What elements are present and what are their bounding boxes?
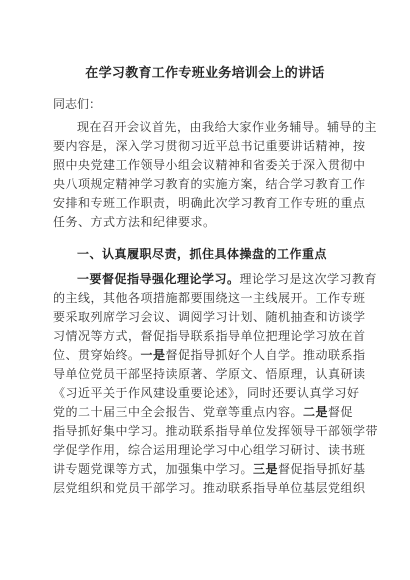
body-line <box>53 422 379 441</box>
intro-line: 要内容是，深入学习贯彻习近平总书记重要讲话精神，按 <box>53 139 366 153</box>
body-line <box>53 289 366 308</box>
intro-line: 央八项规定精神学习教育的实施方案，结合学习教育工作 <box>53 177 366 191</box>
section-heading: 一、认真履职尽责，抓住具体操盘的工作重点 <box>77 247 328 261</box>
body-text: 导单位党员干部坚持读原著、学原文、悟原理，认真研读 <box>53 367 366 381</box>
body-text: 党的二十届三中全会报告、党章等重点内容。 <box>53 405 304 419</box>
body-text: 督促 <box>328 405 354 419</box>
body-line <box>53 460 366 479</box>
body-text: 位、贯穿始终。 <box>53 348 141 362</box>
body-line <box>53 327 366 346</box>
body-line <box>53 384 359 403</box>
emphasis-text: 一是 <box>140 348 166 362</box>
intro-line: 安排和专班工作职责，明确此次学习教育工作专班的重点 <box>53 196 366 210</box>
body-line <box>53 270 378 289</box>
body-text: 理论学习是这次学习教育 <box>239 272 378 286</box>
body-text: 学促学作用，综合运用理论学习中心组学习研讨、读书班 <box>53 443 366 457</box>
body-line <box>53 308 366 327</box>
body-text: 习情况等方式，督促指导联系指导单位把理论学习放在首 <box>53 329 366 343</box>
body-text: 讲专题党课等方式，加强集中学习。 <box>53 462 254 476</box>
body-text: 指导抓好集中学习。推动联系指导单位发挥领导干部领学带 <box>53 424 379 438</box>
intro-paragraph <box>53 118 378 232</box>
body-line <box>53 365 366 384</box>
salutation: 同志们： <box>53 97 102 111</box>
body-line <box>53 346 366 365</box>
emphasis-text: 一要督促指导强化理论学习。 <box>77 272 240 286</box>
body-text: 《习近平关于作风建设重要论述》，同时还要认真学习好 <box>53 386 360 400</box>
intro-line: 照中央党建工作领导小组会议精神和省委关于深入贯彻中 <box>53 158 366 172</box>
intro-line: 现在召开会议首先，由我给大家作业务辅导。辅导的主 <box>77 120 378 134</box>
intro-line: 任务、方式方法和纪律要求。 <box>53 215 216 229</box>
document-title: 在学习教育工作专班业务培训会上的讲话 <box>85 66 325 81</box>
body-line <box>53 479 366 498</box>
body-line <box>53 441 366 460</box>
body-text: 督促指导抓好个人自学。推动联系指 <box>165 348 366 362</box>
body-text: 要采取列席学习会议、调阅学习计划、随机抽查和访谈学 <box>53 310 366 324</box>
body-paragraph <box>53 270 379 498</box>
emphasis-text: 三是 <box>253 462 279 476</box>
emphasis-text: 二是 <box>303 405 329 419</box>
body-text: 的主线，其他各项措施都要围绕这一主线展开。工作专班 <box>53 291 366 305</box>
body-line <box>53 403 359 422</box>
body-text: 督促指导抓好基 <box>278 462 366 476</box>
body-text: 层党组织和党员干部学习。推动联系指导单位基层党组织 <box>53 481 366 495</box>
